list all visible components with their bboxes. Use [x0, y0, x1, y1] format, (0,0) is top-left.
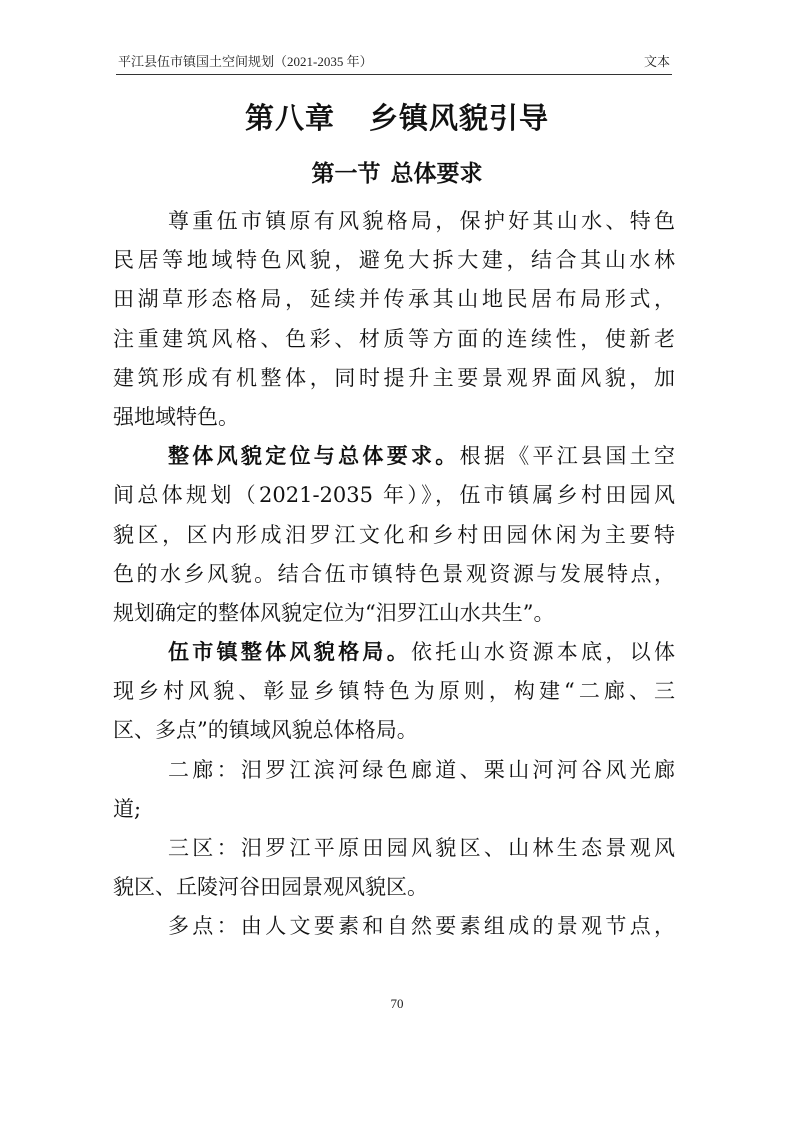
chapter-heading — [0, 98, 794, 138]
text-line: 貌区，区内形成汨罗江文化和乡村田园休闲为主要特 — [113, 522, 675, 547]
text-line — [113, 633, 675, 672]
text-line: 三区：汨罗江平原田园风貌区、山林生态景观风 — [168, 836, 675, 860]
section-title: 总体要求 — [390, 161, 483, 187]
text-line-rest: 根据《平江县国土空 — [459, 444, 675, 469]
paragraph-lead: 伍市镇整体风貌格局。 — [168, 640, 411, 665]
text-line: 规划确定的整体风貌定位为“汨罗江山水共生”。 — [113, 600, 555, 625]
running-header-title: 平江县伍市镇国土空间规划（2021-2035 年） — [118, 54, 373, 69]
text-line: 道; — [113, 796, 142, 821]
header-rule — [116, 74, 672, 75]
text-line: 貌区、丘陵河谷田园景观风貌区。 — [113, 875, 428, 900]
body-text — [113, 202, 675, 947]
chapter-number: 第八章 — [244, 101, 335, 135]
text-line: 二廊：汨罗江滨河绿色廊道、栗山河河谷风光廊 — [168, 757, 675, 782]
text-line: 注重建筑风格、色彩、材质等方面的连续性，使新老 — [113, 326, 675, 351]
text-line-rest: 依托山水资源本底，以体 — [411, 640, 675, 665]
text-line: 田湖草形态格局，延续并传承其山地民居布局形式， — [113, 287, 675, 312]
text-line: 区、多点”的镇域风貌总体格局。 — [113, 718, 418, 743]
text-line: 尊重伍市镇原有风貌格局，保护好其山水、特色 — [168, 209, 675, 233]
text-line: 多点：由人文要素和自然要素组成的景观节点， — [168, 914, 675, 939]
text-line: 强地域特色。 — [113, 404, 239, 429]
text-line: 建筑形成有机整体，同时提升主要景观界面风貌，加 — [113, 365, 675, 390]
text-line: 现乡村风貌、彰显乡镇特色为原则，构建“二廊、三 — [113, 679, 675, 704]
section-heading — [0, 158, 794, 190]
text-line: 间总体规划（2021-2035 年）》，伍市镇属乡村田园风 — [113, 483, 675, 508]
text-line: 色的水乡风貌。结合伍市镇特色景观资源与发展特点， — [113, 561, 675, 586]
paragraph-lead: 整体风貌定位与总体要求。 — [168, 444, 460, 469]
page-number: 70 — [390, 996, 404, 1011]
chapter-title: 乡镇风貌引导 — [369, 101, 550, 135]
text-line: 民居等地域特色风貌，避免大拆大建，结合其山水林 — [113, 248, 675, 273]
section-number: 第一节 — [311, 161, 381, 187]
running-header-label: 文本 — [643, 54, 670, 69]
text-line — [113, 437, 675, 476]
